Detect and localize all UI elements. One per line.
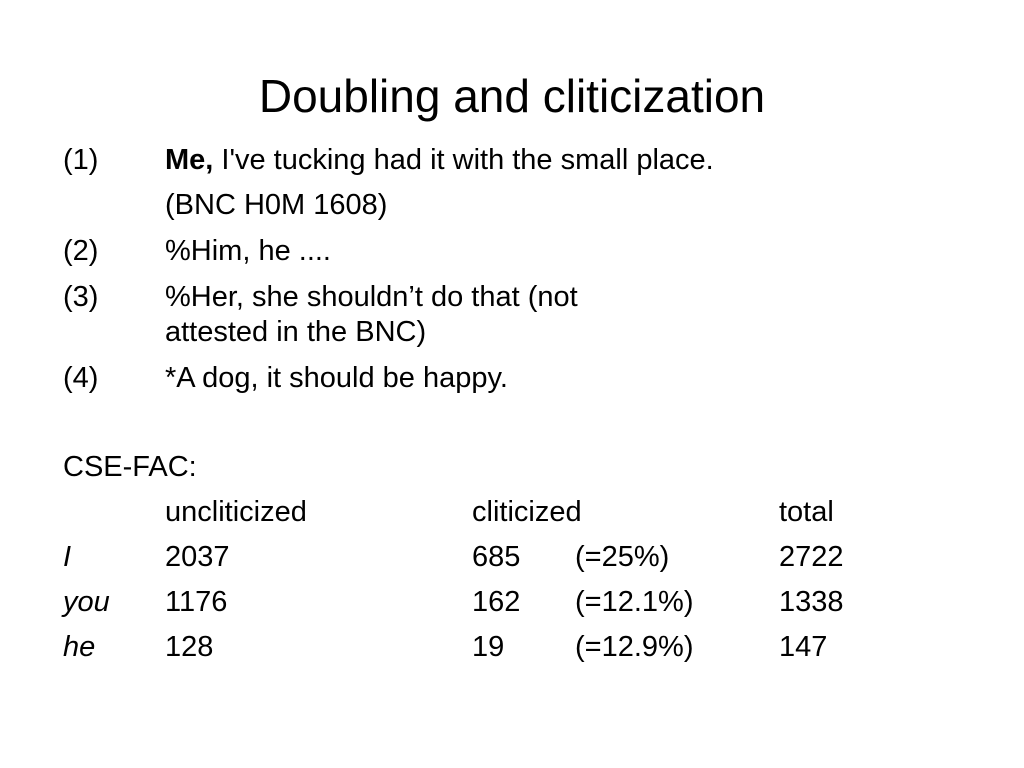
table-cell: 1176: [165, 586, 228, 618]
example-sentence: %Her, she shouldn’t do that (not: [165, 281, 578, 313]
example-number: (1): [63, 144, 99, 176]
table-cell: 162: [472, 586, 521, 618]
example-sentence-continuation: attested in the BNC): [165, 316, 427, 348]
column-header: total: [779, 496, 834, 528]
column-header: cliticized: [472, 496, 582, 528]
table-cell: 19: [472, 631, 505, 663]
table-cell: (=25%): [575, 541, 670, 573]
table-cell: 128: [165, 631, 214, 663]
table-cell: 2722: [779, 541, 844, 573]
table-cell: (=12.1%): [575, 586, 694, 618]
table-cell: 1338: [779, 586, 844, 618]
example-emphasis: Me,: [165, 144, 214, 176]
example-sentence: %Him, he ....: [165, 235, 331, 267]
table-cell: 2037: [165, 541, 230, 573]
example-number: (3): [63, 281, 99, 313]
row-pronoun: he: [63, 631, 96, 663]
row-pronoun: you: [63, 586, 110, 618]
example-number: (2): [63, 235, 99, 267]
table-cell: 685: [472, 541, 521, 573]
example-text: I've tucking had it with the small place.: [213, 144, 714, 176]
column-header: uncliticized: [165, 496, 307, 528]
slide-title: Doubling and cliticization: [258, 70, 766, 122]
table-cell: 147: [779, 631, 828, 663]
example-sentence: [165, 142, 714, 178]
row-pronoun: I: [63, 541, 72, 573]
example-sentence: *A dog, it should be happy.: [165, 362, 508, 394]
table-label: CSE-FAC:: [63, 451, 197, 483]
example-source: (BNC H0M 1608): [165, 189, 388, 221]
table-cell: (=12.9%): [575, 631, 694, 663]
example-number: (4): [63, 362, 99, 394]
